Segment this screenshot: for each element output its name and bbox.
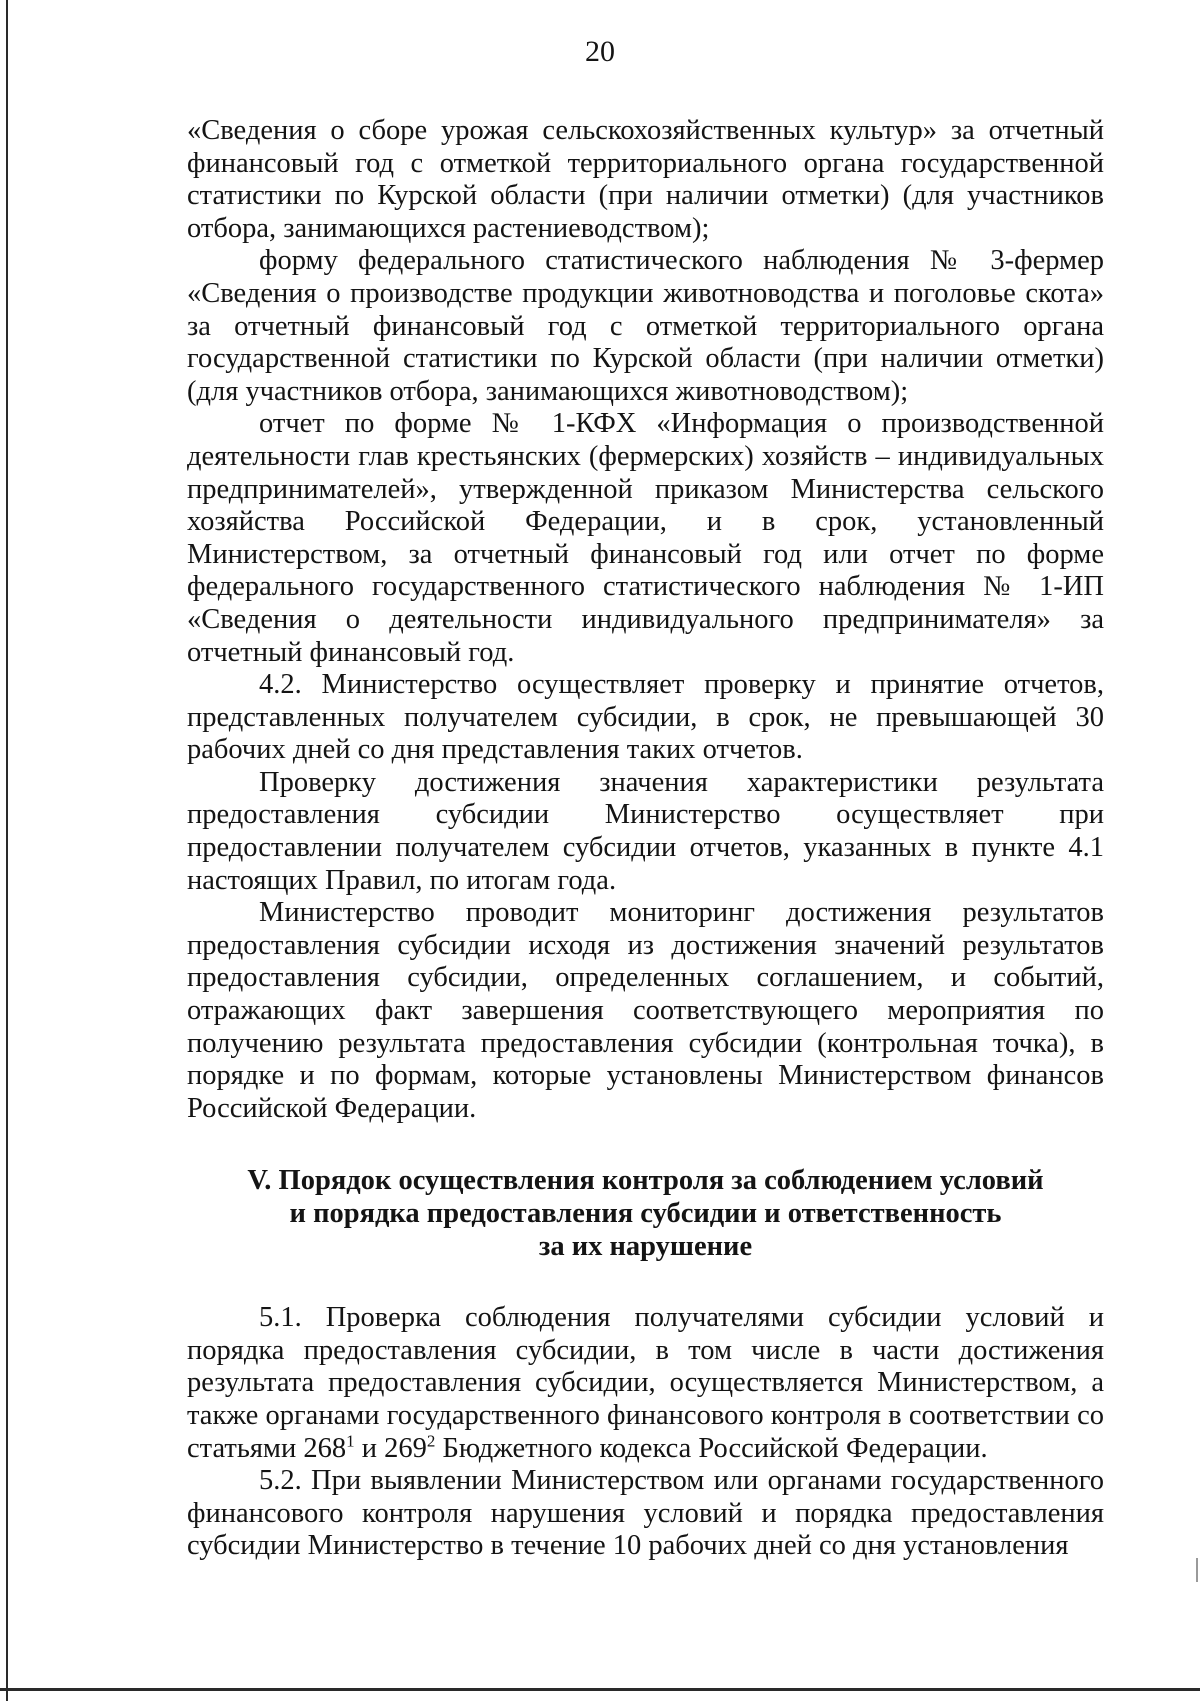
scan-edge-bottom	[0, 1688, 1200, 1691]
section-heading-line: за их нарушение	[538, 1230, 753, 1262]
paragraph-5-1-text-after: Бюджетного кодекса Российской Федерации.	[435, 1432, 988, 1464]
paragraph-form-3-farmer: форму федерального статистического наблюдения № 3-фермер «Сведения о производстве продукции животноводства и поголовье скота» за отчетный финансовый год с отметкой территориального органа государственной статистики по Курской области (при наличии отметки) (для участников отбора, занимающихся животноводством);	[187, 245, 1104, 407]
paragraph-5-1-text-middle: и 269	[354, 1432, 427, 1464]
superscript-2: 2	[426, 1431, 436, 1451]
paragraph-5-1	[187, 1302, 1104, 1465]
paragraph-result-check: Проверку достижения значения характеристики результата предоставления субсидии Министерство осуществляет при предоставлении получателем субсидии отчетов, указанных в пункте 4.1 настоящих Правил, по итогам года.	[187, 766, 1104, 896]
document-body	[187, 115, 1104, 1563]
scan-edge-left	[6, 0, 8, 1701]
page-number: 20	[585, 35, 615, 68]
section-heading-line: V. Порядок осуществления контроля за соблюдением условий	[247, 1165, 1044, 1197]
paragraph-5-1-text-before: 5.1. Проверка соблюдения получателями субсидии условий и порядка предоставления субсидии, в том числе в части достижения результата предоставления субсидии, осуществляется Министерством, а также органами государственного финансового контроля в соответствии со статьями 268	[187, 1302, 1104, 1464]
scan-speck	[1196, 1558, 1198, 1582]
paragraph-5-2: 5.2. При выявлении Министерством или органами государственного финансового контроля нарушения условий и порядка предоставления субсидии Министерство в течение 10 рабочих дней со дня установления	[187, 1465, 1104, 1562]
paragraph-monitoring: Министерство проводит мониторинг достижения результатов предоставления субсидии исходя из достижения значений результатов предоставления субсидии, определенных соглашением, и событий, отражающих факт завершения соответствующего мероприятия по получению результата предоставления субсидии (контрольная точка), в порядке и по формам, которые установлены Министерством финансов Российской Федерации.	[187, 897, 1104, 1124]
paragraph-crop-yield-report: «Сведения о сборе урожая сельскохозяйственных культур» за отчетный финансовый год с отметкой территориального органа государственной статистики по Курской области (при наличии отметки) (для участников отбора, занимающихся растениеводством);	[187, 115, 1104, 244]
superscript-1: 1	[346, 1431, 355, 1451]
section-heading-line: и порядка предоставления субсидии и ответственность	[289, 1198, 1002, 1229]
section-heading-v	[187, 1165, 1104, 1263]
paragraph-4-2: 4.2. Министерство осуществляет проверку и принятие отчетов, представленных получателем субсидии, в срок, не превышающей 30 рабочих дней со дня представления таких отчетов.	[187, 669, 1104, 766]
paragraph-form-1-kfh: отчет по форме № 1-КФХ «Информация о производственной деятельности глав крестьянских (фермерских) хозяйств – индивидуальных предпринимателей», утвержденной приказом Министерства сельского хозяйства Российской Федерации, и в срок, установленный Министерством, за отчетный финансовый год или отчет по форме федерального государственного статистического наблюдения № 1-ИП «Сведения о деятельности индивидуального предпринимателя» за отчетный финансовый год.	[187, 408, 1104, 668]
